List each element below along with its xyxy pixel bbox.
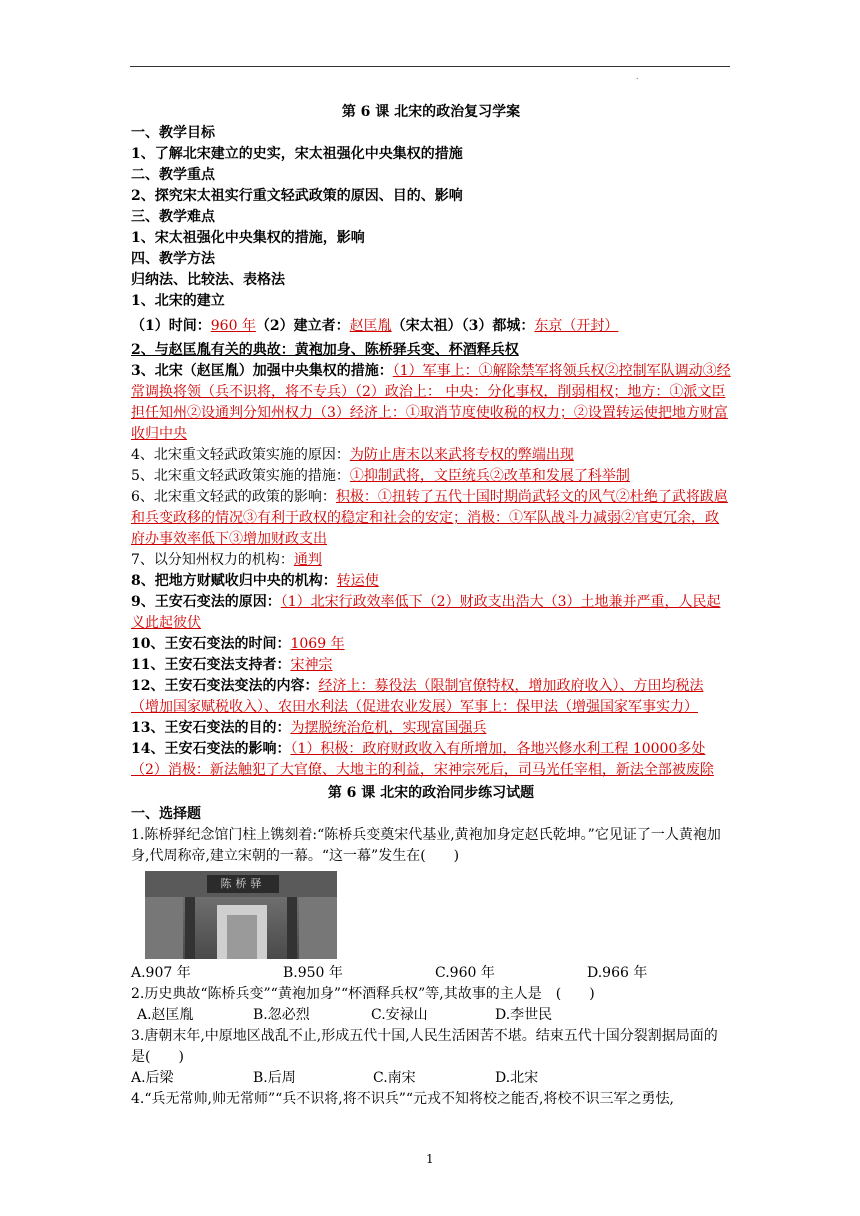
q7-label: 7、以分知州权力的机构：: [131, 552, 294, 568]
question-6: [131, 487, 731, 550]
question-4: [131, 445, 731, 466]
section-heading: 四、教学方法: [131, 251, 215, 267]
q4-label: 4、北宋重文轻武政策实施的原因：: [131, 447, 350, 463]
section-text: 归纳法、比较法、表格法: [131, 272, 285, 288]
q8-answer: 转运使: [336, 573, 379, 589]
exercise-1-options: [131, 963, 731, 984]
exercise-2: 2.历史典故“陈桥兵变”“黄袍加身”“杯酒释兵权”等,其故事的主人是 ( ): [131, 986, 595, 1002]
q13-answer: 为摆脱统治危机，实现富国强兵: [290, 720, 487, 736]
question-9: [131, 592, 731, 634]
q6-label: 6、北宋重文轻武的政策的影响：: [131, 489, 336, 505]
q1a-answer: 960 年: [210, 318, 256, 334]
q3-answer: （1）军事上：①解除禁军将领兵权②控制军队调动③经常调换将领（兵不识将，将不专兵）（2）政治上： 中央：分化事权，削弱相权；地方：①派文臣担任知州②设通判分知州权力（3）经济上：①取消节度使收税的权力；②设置转运使把地方财富收归中央: [131, 363, 731, 442]
exercise-2-options: [131, 1005, 731, 1026]
section-text: 2、探究宋太祖实行重文轻武政策的原因、目的、影响: [131, 188, 463, 204]
q11-answer: 宋神宗: [290, 657, 333, 673]
question-12: [131, 676, 731, 718]
option-b: B.忽必烈: [253, 1007, 310, 1023]
section-heading: 二、教学重点: [131, 167, 215, 183]
q7-answer: 通判: [293, 552, 322, 568]
q12-label: 12、王安石变法变法的内容：: [131, 678, 319, 694]
question-13: [131, 718, 731, 739]
option-d: D.966 年: [587, 965, 648, 981]
q1b-answer: 赵匡胤: [349, 318, 392, 334]
question-3: [131, 361, 731, 445]
q1a-label: （1）时间：: [131, 318, 211, 334]
lesson-title: 第 6 课 北宋的政治复习学案: [341, 104, 521, 120]
q1c-label: （宋太祖）（3）都城：: [391, 318, 535, 334]
q9-label: 9、王安石变法的原因：: [131, 594, 281, 610]
question-11: [131, 655, 731, 676]
question-7: [131, 550, 731, 571]
q14-answer: （1）积极：政府财政收入有所增加，各地兴修水利工程 10000多处（2）消极：新法触犯了大官僚、大地主的利益，宋神宗死后，司马光任宰相，新法全部被废除: [131, 741, 714, 778]
exercise-3-options: [131, 1068, 731, 1089]
header-dot: .: [636, 72, 639, 81]
exercise-3: 3.唐朝末年,中原地区战乱不止,形成五代十国,人民生活困苦不堪。结束五代十国分裂割据局面的是( ): [131, 1028, 718, 1065]
photo-pillar-left: [185, 897, 195, 959]
photo-sign: 陈桥驿: [207, 875, 279, 893]
option-d: D.北宋: [495, 1070, 539, 1086]
q12-answer: 经济上：募役法（限制官僚特权，增加政府收入）、方田均税法（增加国家赋税收入）、农田水利法（促进农业发展）军事上：保甲法（增强国家军事实力）: [131, 678, 704, 715]
question-1: 1、北宋的建立: [131, 293, 225, 309]
photo-inner-gate: [227, 915, 257, 959]
question-10: [131, 634, 731, 655]
q9-answer: （1）北宋行政效率低下（2）财政支出浩大（3）土地兼并严重，人民起义此起彼伏: [131, 594, 721, 631]
photo-pillar-right: [287, 897, 297, 959]
exercise-section: 一、选择题: [131, 806, 201, 822]
section-text: 1、了解北宋建立的史实，宋太祖强化中央集权的措施: [131, 146, 463, 162]
q6-answer: 积极：①扭转了五代十国时期尚武轻文的风气②杜绝了武将跋扈和兵变政移的情况③有利于政权的稳定和社会的安定；消极：①军队战斗力减弱②官吏冗余，政府办事效率低下③增加财政支出: [131, 489, 728, 547]
q11-label: 11、王安石变法支持者：: [131, 657, 291, 673]
section-text: 1、宋太祖强化中央集权的措施，影响: [131, 230, 365, 246]
exercise-title: 第 6 课 北宋的政治同步练习试题: [327, 785, 535, 801]
q3-label: 3、北宋（赵匡胤）加强中央集权的措施：: [131, 363, 393, 379]
q1c-answer: 东京（开封）: [534, 318, 619, 334]
header-rule: [130, 66, 730, 67]
q14-label: 14、王安石变法的影响：: [131, 741, 291, 757]
photo-wall-right: [299, 897, 337, 959]
q5-label: 5、北宋重文轻武政策实施的措施：: [131, 468, 350, 484]
option-d: D.李世民: [495, 1007, 553, 1023]
document-body: [131, 102, 731, 1110]
question-2: 2、与赵匡胤有关的典故：黄袍加身、陈桥驿兵变、杯酒释兵权: [131, 342, 519, 358]
option-b: B.后周: [253, 1070, 296, 1086]
option-c: C.安禄山: [371, 1007, 428, 1023]
option-a: A.赵匡胤: [137, 1007, 194, 1023]
section-heading: 一、教学目标: [131, 125, 215, 141]
option-c: C.南宋: [373, 1070, 416, 1086]
option-a: A.后梁: [131, 1070, 174, 1086]
photo-wall-left: [145, 897, 183, 959]
q10-label: 10、王安石变法的时间：: [131, 636, 291, 652]
q13-label: 13、王安石变法的目的：: [131, 720, 291, 736]
q4-answer: 为防止唐末以来武将专权的弊端出现: [349, 447, 574, 463]
section-heading: 三、教学难点: [131, 209, 215, 225]
exercise-4: 4.“兵无常帅,帅无常师”“兵不识将,将不识兵”“元戎不知将校之能否,将校不识三军之勇怯,: [131, 1091, 674, 1107]
page-number: 1: [426, 1152, 434, 1166]
option-a: A.907 年: [131, 965, 191, 981]
option-c: C.960 年: [435, 965, 495, 981]
question-1-detail: [131, 316, 731, 337]
q8-label: 8、把地方财赋收归中央的机构：: [131, 573, 337, 589]
q1b-label: （2）建立者：: [255, 318, 350, 334]
question-5: [131, 466, 731, 487]
exercise-1: 1.陈桥驿纪念馆门柱上镌刻着:“陈桥兵变奠宋代基业,黄袍加身定赵氏乾坤。”它见证了一人黄袍加身,代周称帝,建立宋朝的一幕。“这一幕”发生在( ): [131, 827, 721, 864]
chenqiao-gate-photo: [145, 871, 337, 959]
q5-answer: ①抑制武将，文臣统兵②改革和发展了科举制: [349, 468, 630, 484]
q10-answer: 1069 年: [290, 636, 345, 652]
question-8: [131, 571, 731, 592]
question-14: [131, 739, 731, 781]
option-b: B.950 年: [283, 965, 343, 981]
